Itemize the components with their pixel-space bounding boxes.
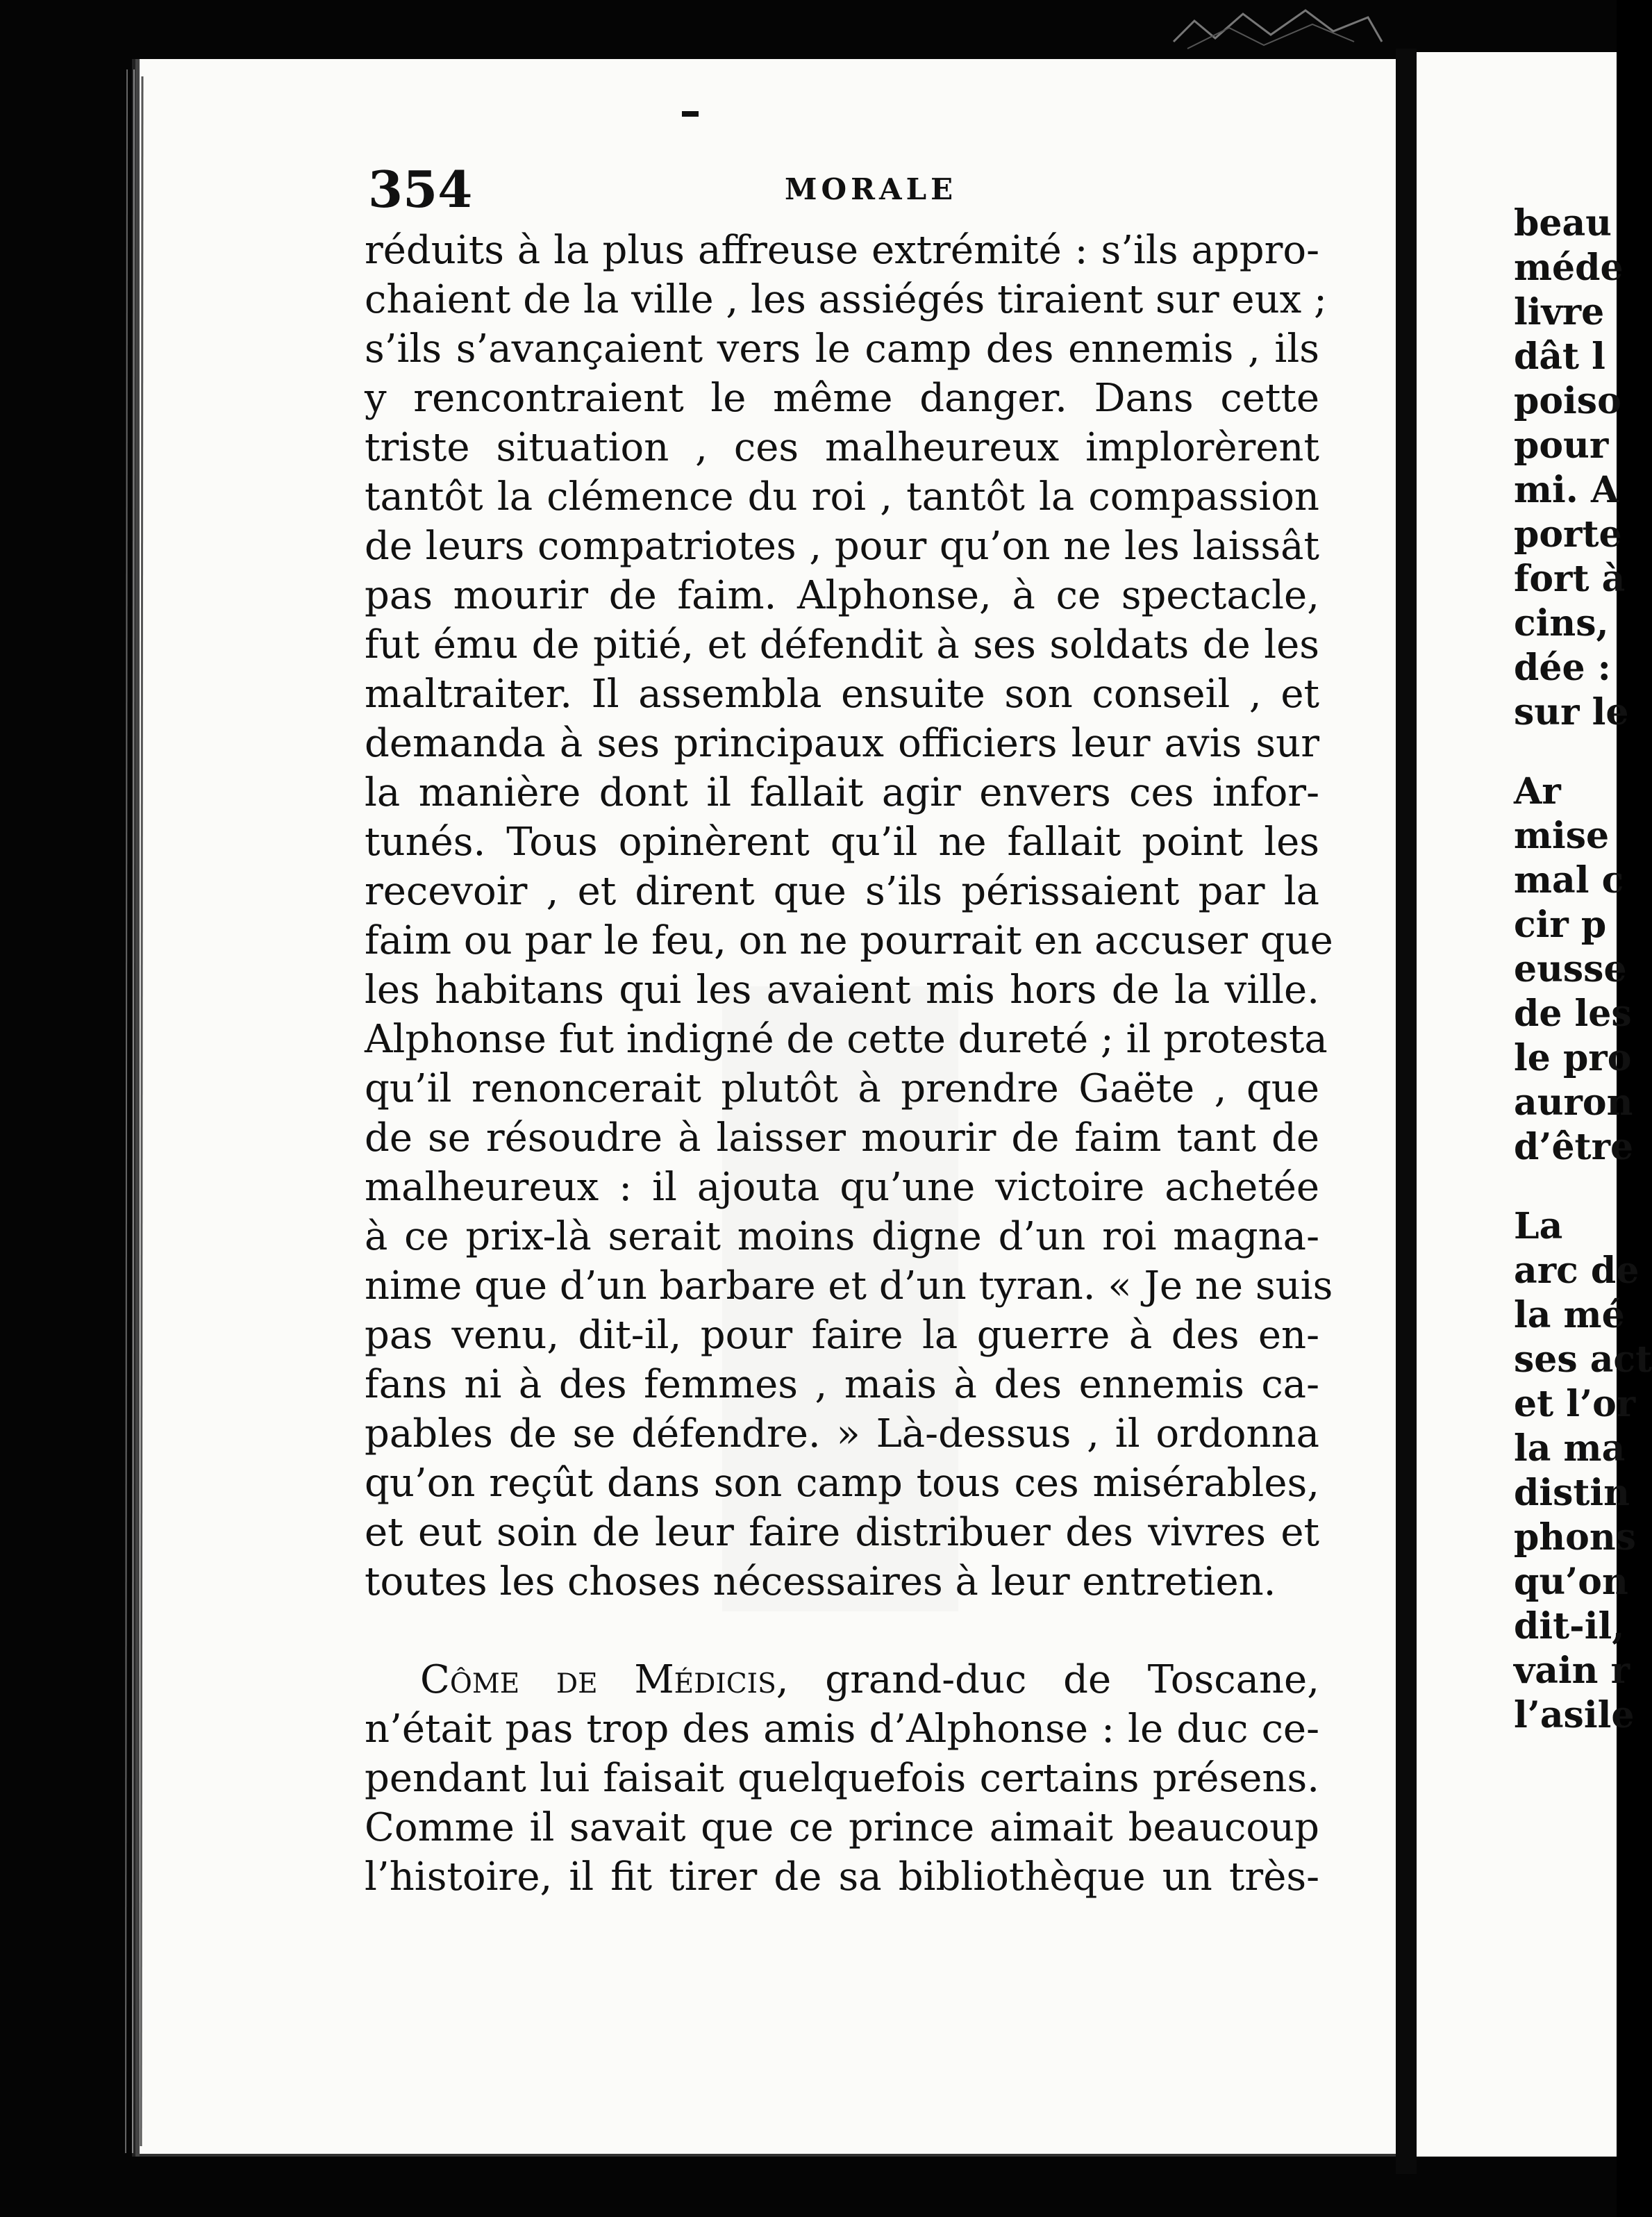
right-block-3	[1514, 1204, 1652, 1738]
paragraph-1	[365, 226, 1333, 1606]
fragment-line: La	[1514, 1205, 1563, 1247]
text-line: chaient de la ville , les assiégés tiraient sur eux ;	[365, 277, 1327, 322]
text-line: la manière dont il fallait agir envers ces infor-	[365, 770, 1319, 815]
fragment-line: livre	[1514, 291, 1605, 333]
text-line: toutes les choses nécessaires à leur entretien.	[365, 1559, 1276, 1604]
text-line	[365, 1655, 1319, 1704]
running-title: MORALE	[785, 172, 958, 206]
text-line: de se résoudre à laisser mourir de faim tant de	[365, 1115, 1319, 1161]
fragment-line: d’être	[1514, 1126, 1634, 1168]
text-line: l’histoire, il fit tirer de sa bibliothèque un très-	[365, 1854, 1319, 1900]
text-line: n’était pas trop des amis d’Alphonse : le duc ce-	[365, 1707, 1319, 1752]
text-line: pas venu, dit-il, pour faire la guerre à des en-	[365, 1313, 1319, 1358]
right-block-2	[1514, 770, 1634, 1170]
text-line: tantôt la clémence du roi , tantôt la compassion	[365, 474, 1319, 520]
page-header	[368, 160, 1340, 219]
fragment-line: mise	[1514, 815, 1610, 857]
fragment-line: porte	[1514, 513, 1622, 556]
text-line-rest: grand-duc de Toscane,	[788, 1657, 1319, 1702]
fragment-line: auron	[1514, 1081, 1633, 1124]
text-line: de leurs compatriotes , pour qu’on ne les laissât	[365, 524, 1319, 569]
fragment-line: ses act	[1514, 1338, 1652, 1381]
fragment-line: poiso	[1514, 380, 1621, 422]
paragraph-gap	[365, 1606, 1319, 1655]
right-block-1	[1514, 201, 1629, 735]
fragment-line: vain r	[1514, 1650, 1630, 1692]
fragment-line: et l’or	[1514, 1383, 1636, 1425]
fragment-line: dée :	[1514, 647, 1611, 689]
right-page-text	[1514, 201, 1652, 1738]
text-line: les habitans qui les avaient mis hors de la ville.	[365, 968, 1319, 1013]
fragment-line: mi. A	[1514, 469, 1619, 511]
top-edge-debris	[1167, 0, 1389, 56]
fragment-line: l’asile	[1514, 1694, 1635, 1736]
text-line: nime que d’un barbare et d’un tyran. « Je ne suis	[365, 1263, 1333, 1309]
fragment-line: sur le	[1514, 691, 1629, 733]
text-line: tunés. Tous opinèrent qu’il ne fallait point les	[365, 820, 1319, 865]
fragment-line: méde	[1514, 247, 1624, 289]
text-line: pendant lui faisait quelquefois certains présens.	[365, 1756, 1319, 1801]
text-line: malheureux : il ajouta qu’une victoire achetée	[365, 1165, 1319, 1210]
book-gutter	[1396, 49, 1417, 2174]
right-block-gap	[1514, 735, 1617, 770]
fragment-line: distin	[1514, 1472, 1630, 1514]
fragment-line: la ma	[1514, 1427, 1626, 1470]
text-line: qu’on reçût dans son camp tous ces misérables,	[365, 1461, 1319, 1506]
text-line: fans ni à des femmes , mais à des ennemis ca-	[365, 1362, 1319, 1407]
text-line: pables de se défendre. » Là-dessus , il ordonna	[365, 1411, 1319, 1456]
text-line: réduits à la plus affreuse extrémité : s’ils appro-	[365, 228, 1319, 273]
paragraph-2	[365, 1655, 1319, 1902]
fragment-line: eusse	[1514, 948, 1627, 990]
text-line: triste situation , ces malheureux implorèrent	[365, 425, 1319, 470]
text-line: fut ému de pitié, et défendit à ses soldats de les	[365, 622, 1319, 667]
text-line: à ce prix-là serait moins digne d’un roi magna-	[365, 1214, 1319, 1259]
paragraph-2-lines	[365, 1704, 1319, 1902]
fragment-line: beau	[1514, 202, 1612, 244]
text-line: et eut soin de leur faire distribuer des vivres et	[365, 1510, 1319, 1555]
right-block-gap	[1514, 1170, 1617, 1204]
fragment-line: le pro	[1514, 1037, 1632, 1079]
fragment-line: fort à	[1514, 558, 1626, 600]
fragment-line: cins,	[1514, 602, 1609, 645]
text-line: qu’il renoncerait plutôt à prendre Gaëte , que	[365, 1066, 1319, 1111]
fragment-line: qu’on	[1514, 1561, 1628, 1603]
text-line: y rencontraient le même danger. Dans cette	[365, 376, 1319, 421]
fragment-line: dit-il,	[1514, 1605, 1625, 1647]
fragment-line: phons	[1514, 1516, 1636, 1559]
small-caps-name: Côme de Médicis,	[420, 1657, 789, 1702]
ink-mark	[682, 111, 699, 117]
text-line: Alphonse fut indigné de cette dureté ; il protesta	[365, 1017, 1328, 1062]
page-number: 354	[368, 160, 473, 219]
fragment-line: arc de	[1514, 1249, 1640, 1292]
text-line: Comme il savait que ce prince aimait beaucoup	[365, 1805, 1319, 1850]
text-line: pas mourir de faim. Alphonse, à ce spectacle,	[365, 573, 1319, 618]
fragment-line: mal c	[1514, 859, 1624, 902]
page-edge-lines	[122, 69, 156, 2153]
text-line: maltraiter. Il assembla ensuite son conseil , et	[365, 672, 1319, 717]
fragment-line: Ar	[1514, 770, 1561, 813]
fragment-line: dât l	[1514, 335, 1605, 378]
text-line: faim ou par le feu, on ne pourrait en accuser que	[365, 918, 1333, 963]
fragment-line: pour	[1514, 424, 1609, 467]
body-text	[365, 226, 1333, 1902]
fragment-line: cir p	[1514, 904, 1607, 946]
fragment-line: de les	[1514, 993, 1632, 1035]
fragment-line: la mé	[1514, 1294, 1625, 1336]
text-line: s’ils s’avançaient vers le camp des ennemis , ils	[365, 326, 1319, 372]
text-line: demanda à ses principaux officiers leur avis sur	[365, 721, 1319, 766]
text-line: recevoir , et dirent que s’ils périssaient par la	[365, 869, 1319, 914]
